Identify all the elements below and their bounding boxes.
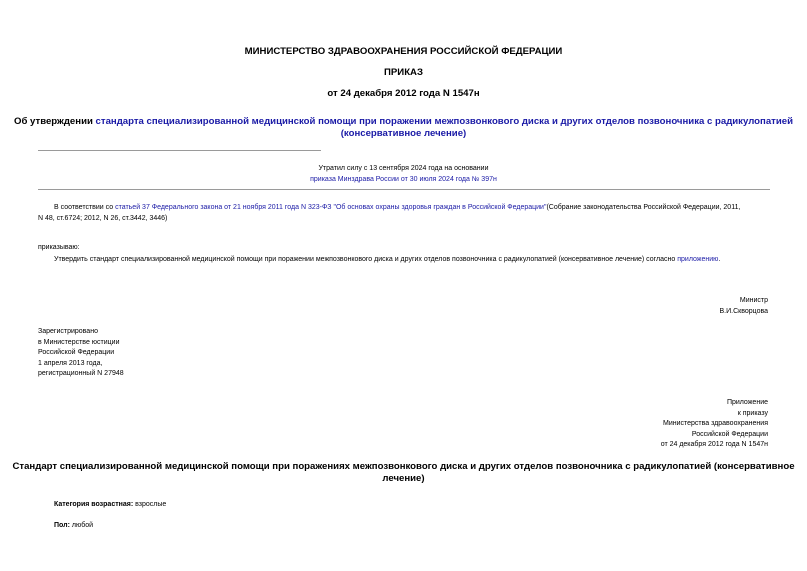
registration-line: Российской Федерации (38, 349, 115, 356)
registration-line: в Министерстве юстиции (38, 338, 120, 346)
registration-block (38, 327, 124, 380)
registration-line: регистрационный N 27948 (38, 370, 124, 377)
status-note (0, 164, 807, 185)
signature (720, 296, 769, 317)
appendix-line: Министерства здравоохранения (663, 420, 768, 427)
preamble-line2: N 48, ст.6724; 2012, N 26, ст.3442, 3446) (38, 214, 168, 222)
preamble-line1 (38, 203, 778, 214)
signature-position: Министр (739, 297, 768, 304)
approve-paragraph (54, 255, 784, 266)
repeal-order-link[interactable]: приказа Минздрава России от 30 июля 2024 года № 397н (310, 175, 497, 183)
order-title-prefix: Об утверждении (14, 116, 96, 127)
registration-line: 1 апреля 2013 года, (38, 359, 103, 367)
signature-name: В.И.Скворцова (719, 307, 768, 315)
prikazyvayu: приказываю: (38, 244, 80, 251)
age-category (54, 500, 166, 511)
age-value: взрослые (133, 501, 167, 508)
appendix-line: от 24 декабря 2012 года N 1547н (660, 441, 768, 448)
preamble-prefix: В соответствии со (54, 204, 116, 211)
standard-link-cont[interactable]: (консервативное лечение) (340, 128, 467, 139)
doc-date: от 24 декабря 2012 года N 1547н (327, 88, 480, 99)
divider-short (38, 150, 321, 151)
appendix-link[interactable]: приложению (677, 256, 719, 263)
standard-title-line2: лечение) (382, 473, 425, 484)
registration-line: Зарегистрировано (38, 328, 98, 335)
law-article-link[interactable]: статьей 37 Федерального закона от 21 ноября 2011 года N 323-ФЗ (115, 204, 332, 211)
approve-end: . (718, 256, 721, 263)
age-label: Категория возрастная: (54, 501, 134, 508)
appendix-line: Российской Федерации (691, 430, 768, 438)
approve-text: Утвердить стандарт специализированной медицинской помощи при поражении межпозвонкового диска и других отделов позвоночника с радикулопатией (консервативное лечение) согласно (54, 256, 678, 263)
order-title (0, 116, 807, 140)
standard-link[interactable]: стандарта специализированной медицинской помощи при поражении межпозвонкового диска и других отделов позвоночника с радикулопатией (95, 116, 793, 127)
appendix-line: Приложение (726, 399, 768, 406)
preamble (38, 203, 778, 224)
sex-label: Пол: (54, 522, 70, 529)
divider-long (38, 189, 770, 190)
preamble-suffix: (Собрание законодательства Российской Федерации, 2011, (546, 204, 741, 211)
appendix-block (661, 398, 768, 451)
sex-value: любой (69, 522, 94, 529)
standard-title-line1: Стандарт специализированной медицинской помощи при поражениях межпозвонкового диска и других отделов позвоночника с радикулопатией (консервативное (12, 461, 795, 472)
doc-type: ПРИКАЗ (384, 67, 423, 78)
law-title-link[interactable]: "Об основах охраны здоровья граждан в Российской Федерации" (333, 204, 547, 211)
appendix-line: к приказу (737, 409, 768, 417)
sex-category (54, 521, 93, 532)
ministry-title: МИНИСТЕРСТВО ЗДРАВООХРАНЕНИЯ РОССИЙСКОЙ ФЕДЕРАЦИИ (244, 46, 563, 57)
status-text: Утратил силу с 13 сентября 2024 года на основании (318, 165, 489, 172)
standard-title (0, 461, 807, 485)
